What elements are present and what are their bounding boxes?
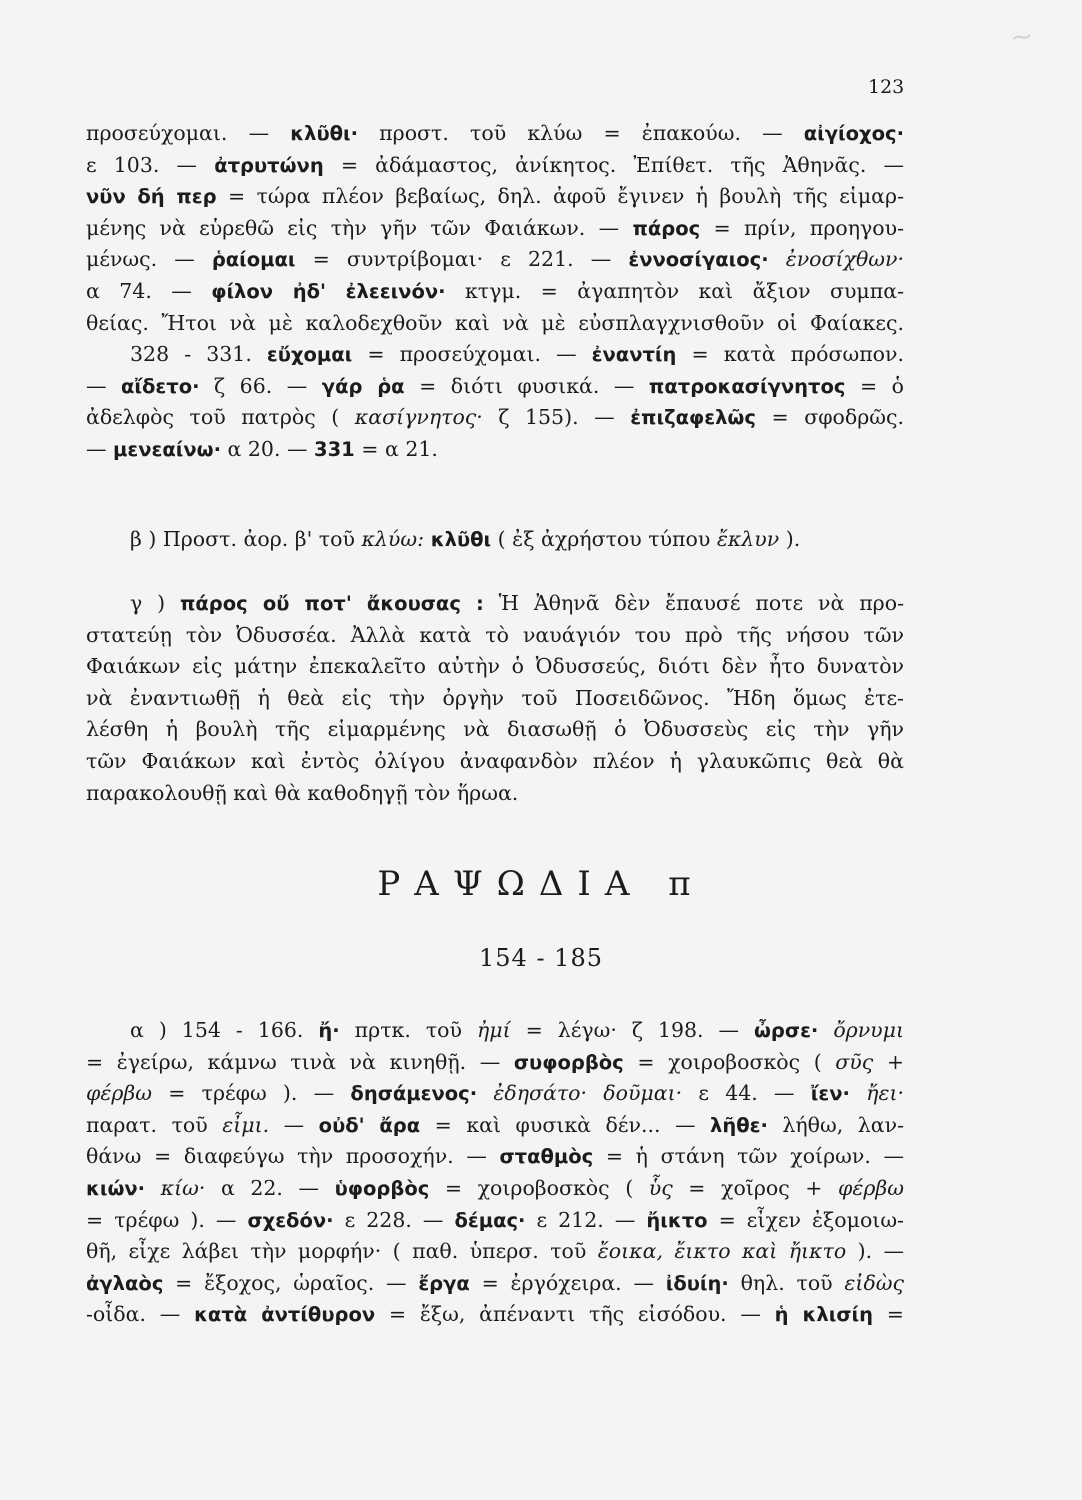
text-line xyxy=(86,588,904,620)
gloss-text: = τρέφω ). — xyxy=(86,1207,248,1232)
lemma: σχεδόν· xyxy=(247,1208,334,1232)
gloss-text: = καὶ φυσικὰ δέν... — xyxy=(420,1112,711,1137)
text-line xyxy=(86,524,904,556)
gloss-text: ). xyxy=(779,527,801,551)
gloss-text: = συντρίβομαι· ε 221. — xyxy=(295,247,629,272)
gloss-text: λέσθη ἡ βουλὴ τῆς εἱμαρμένης νὰ διασωθῇ ὁ Ὀδυσσεὺς εἰς τὴν γῆν xyxy=(86,717,904,742)
gloss-text: = προσεύχομαι. — xyxy=(352,342,592,367)
gloss-text: ( ἐξ ἀχρήστου τύπου xyxy=(491,527,717,551)
text-line xyxy=(86,1015,904,1047)
italic-form: ἔκλυν xyxy=(716,527,780,551)
italic-form: ἤει· xyxy=(849,1081,905,1106)
lemma: ἤικτο xyxy=(646,1208,708,1232)
text-line xyxy=(86,620,904,652)
lemma: πάρος xyxy=(632,216,701,240)
lemma: δέμας· xyxy=(454,1208,526,1232)
gloss-text: θηλ. τοῦ xyxy=(728,1270,845,1295)
lemma: κλῦθι xyxy=(424,528,492,551)
gloss-text: μένως. — xyxy=(86,247,212,272)
text-line xyxy=(86,714,904,746)
lemma: ὦρσε· xyxy=(753,1019,819,1042)
gloss-text: 328 - 331. xyxy=(130,342,267,367)
gloss-text: θάνω = διαφεύγω τὴν προσοχήν. — xyxy=(86,1144,500,1169)
gloss-text: θῆ, εἶχε λάβει τὴν μορφήν· ( παθ. ὑπερσ. τοῦ xyxy=(86,1239,598,1264)
gloss-text: + xyxy=(873,1049,904,1074)
lemma: ἐναντίη xyxy=(591,343,677,367)
italic-form: ἔοικα, ἔικτο καὶ ἤικτο xyxy=(597,1239,847,1264)
text-line xyxy=(86,1110,904,1142)
gloss-text: = α 21. xyxy=(354,436,438,461)
lemma: δησάμενος· xyxy=(350,1082,478,1106)
lemma: ἀτρυτώνη xyxy=(214,153,324,177)
italic-form: ὗς xyxy=(648,1175,673,1200)
gloss-text: Φαιάκων εἰς μάτην ἐπεκαλεῖτο αὐτὴν ὁ Ὀδυσσεύς, διότι δὲν ἦτο δυνατὸν xyxy=(86,654,904,679)
gloss-text: ζ 155). — xyxy=(482,405,631,430)
italic-form: ὄρνυμι xyxy=(818,1018,904,1042)
text-line xyxy=(86,402,904,434)
lemma: νῦν δή περ xyxy=(86,185,217,209)
lemma: συφορβὸς xyxy=(513,1050,624,1074)
gloss-text: τῶν Φαιάκων καὶ ἐντὸς ὀλίγου ἀναφανδὸν πλέον ἡ γλαυκῶπις θεὰ θὰ xyxy=(86,748,904,773)
text-line xyxy=(86,651,904,683)
lemma: ἡ κλισίη xyxy=(774,1303,874,1327)
commentary-block-3 xyxy=(86,588,904,809)
gloss-text: = τρέφω ). — xyxy=(151,1081,351,1106)
rhapsody-heading: ΡΑΨΩΔΙΑ π xyxy=(377,864,705,904)
text-line xyxy=(86,213,904,245)
lemma: οὐδ' ἄρα xyxy=(318,1113,421,1137)
lemma: ἔργα xyxy=(418,1271,470,1295)
gloss-text: ε 228. — xyxy=(333,1207,455,1232)
text-line xyxy=(86,778,904,810)
commentary-block-4 xyxy=(86,1015,904,1331)
text-line xyxy=(86,683,904,715)
gloss-text: = ἀδάμαστος, ἀνίκητος. Ἐπίθετ. τῆς Ἀθηνᾶς. — xyxy=(323,152,904,177)
gloss-text: = ἐγείρω, κάμνω τινὰ νὰ κινηθῇ. — xyxy=(86,1049,514,1074)
gloss-text: = ἡ στάνη τῶν χοίρων. — xyxy=(593,1144,904,1169)
gloss-text: β ) Προστ. ἀορ. β' τοῦ xyxy=(130,527,362,551)
text-line xyxy=(86,1047,904,1079)
text-line xyxy=(86,1205,904,1237)
lemma: πάρος οὔ ποτ' ἄκουσας : xyxy=(179,592,484,615)
gloss-text: = xyxy=(873,1302,904,1327)
text-line xyxy=(86,150,904,182)
text-line xyxy=(86,276,904,308)
lemma: κιών· xyxy=(86,1176,146,1200)
text-line xyxy=(86,1173,904,1205)
lemma: ἐννοσίγαιος· xyxy=(628,248,769,272)
gloss-text: ε 44. — xyxy=(682,1081,811,1106)
lemma: κλῦθι· xyxy=(290,122,359,145)
italic-form: εἰδὼς xyxy=(844,1270,904,1295)
gloss-text: ἀδελφὸς τοῦ πατρὸς ( xyxy=(86,405,355,430)
gloss-text: = χοιροβοσκὸς ( xyxy=(623,1049,836,1074)
pencil-margin-mark: ~ xyxy=(1007,18,1036,55)
gloss-text: = διότι φυσικά. — xyxy=(404,373,649,398)
gloss-text: νὰ ἐναντιωθῇ ἡ θεὰ εἰς τὴν ὀργὴν τοῦ Ποσειδῶνος. Ἤδη ὅμως ἐτε- xyxy=(86,685,904,710)
gloss-text: προστ. τοῦ κλύω = ἐπακούω. — xyxy=(358,121,804,145)
lemma: κατὰ ἀντίθυρον xyxy=(194,1303,376,1327)
gloss-text: = κατὰ πρόσωπον. xyxy=(676,342,905,367)
verse-range: 154 - 185 xyxy=(479,944,603,972)
gloss-text: λήθω, λαν- xyxy=(767,1112,904,1137)
text-line xyxy=(86,434,904,466)
gloss-text: = ἐργόχειρα. — xyxy=(469,1270,666,1295)
lemma: αἴδετο· xyxy=(121,374,200,398)
gloss-text: = πρίν, προηγου- xyxy=(700,215,904,240)
lemma: ἴεν· xyxy=(810,1082,850,1106)
italic-form: ἠμί xyxy=(476,1018,511,1042)
text-line xyxy=(86,1236,904,1268)
gloss-text: — xyxy=(86,436,114,461)
gloss-text: = λέγω· ζ 198. — xyxy=(510,1018,754,1042)
lemma: ἰδυίη· xyxy=(665,1271,729,1295)
gloss-text: γ ) xyxy=(130,591,180,615)
lemma: μενεαίνω· xyxy=(113,437,222,461)
text-line xyxy=(86,371,904,403)
gloss-text: πρτκ. τοῦ xyxy=(339,1018,477,1042)
commentary-block-2 xyxy=(86,524,904,556)
lemma: σταθμὸς xyxy=(499,1145,594,1169)
italic-form: ἐνοσίχθων· xyxy=(768,247,905,272)
lemma: ἐπιζαφελῶς xyxy=(630,406,756,430)
lemma: ὑφορβὸς xyxy=(334,1176,430,1200)
lemma: πατροκασίγνητος xyxy=(648,374,846,398)
italic-form: ἐδησάτο· δοῦμαι· xyxy=(477,1081,683,1106)
italic-form: φέρβω xyxy=(86,1081,152,1106)
gloss-text: α ) 154 - 166. xyxy=(130,1018,319,1042)
lemma: γάρ ῥα xyxy=(321,374,405,398)
gloss-text: = χοιροβοσκὸς ( xyxy=(429,1175,649,1200)
lemma: 331 xyxy=(314,437,355,461)
page-number: 123 xyxy=(868,76,905,98)
gloss-text: α 74. — xyxy=(86,278,212,303)
gloss-text: α 22. — xyxy=(205,1175,335,1200)
text-line xyxy=(86,1078,904,1110)
gloss-text: ε 103. — xyxy=(86,152,215,177)
text-line xyxy=(86,1141,904,1173)
gloss-text: προσεύχομαι. — xyxy=(86,121,291,145)
lemma: φίλον ἠδ' ἐλεεινόν· xyxy=(211,279,446,303)
lemma: ἀγλαὸς xyxy=(86,1271,164,1295)
italic-form: κλύω: xyxy=(361,527,424,551)
gloss-text: Ἡ Ἀθηνᾶ δὲν ἔπαυσέ ποτε νὰ προ- xyxy=(483,591,904,615)
lemma: ἤ· xyxy=(318,1019,340,1042)
italic-form: κασίγνητος· xyxy=(354,405,483,430)
gloss-text: ζ 66. — xyxy=(199,373,322,398)
gloss-text: = εἶχεν ἐξομοιω- xyxy=(707,1207,904,1232)
text-line xyxy=(86,1299,904,1331)
italic-form: φέρβω xyxy=(838,1175,904,1200)
gloss-text: μένης νὰ εὑρεθῶ εἰς τὴν γῆν τῶν Φαιάκων. — xyxy=(86,215,633,240)
gloss-text: στατεύῃ τὸν Ὀδυσσέα. Ἀλλὰ κατὰ τὸ ναυάγιόν του πρὸ τῆς νήσου τῶν xyxy=(86,622,904,647)
gloss-text: κτγμ. = ἀγαπητὸν καὶ ἄξιον συμπα- xyxy=(445,278,904,303)
gloss-text: α 20. — xyxy=(221,436,315,461)
gloss-text: ). — xyxy=(846,1239,905,1264)
text-line xyxy=(86,1268,904,1300)
lemma: λῆθε· xyxy=(710,1113,768,1137)
gloss-text: = σφοδρῶς. xyxy=(755,405,904,430)
gloss-text: παρατ. τοῦ xyxy=(86,1112,223,1137)
text-line xyxy=(86,181,904,213)
gloss-text: ε 212. — xyxy=(525,1207,647,1232)
text-line xyxy=(86,118,904,150)
italic-form: κίω· xyxy=(145,1175,206,1200)
text-line xyxy=(86,339,904,371)
gloss-text: = ἔξοχος, ὡραῖος. — xyxy=(163,1270,419,1295)
gloss-text: θείας. Ἤτοι νὰ μὲ καλοδεχθοῦν καὶ νὰ μὲ εὐσπλαγχνισθοῦν οἱ Φαίακες. xyxy=(86,310,904,335)
gloss-text: = τώρα πλέον βεβαίως, δηλ. ἀφοῦ ἔγινεν ἡ βουλὴ τῆς εἱμαρ- xyxy=(216,184,904,209)
lemma: αἰγίοχος· xyxy=(803,122,904,145)
italic-form: σῦς xyxy=(835,1049,874,1074)
text-line xyxy=(86,308,904,340)
commentary-block-1 xyxy=(86,118,904,466)
text-line xyxy=(86,244,904,276)
gloss-text: — xyxy=(86,373,122,398)
lemma: εὔχομαι xyxy=(266,343,353,367)
gloss-text: = χοῖρος + xyxy=(672,1175,839,1200)
gloss-text: — xyxy=(269,1112,319,1137)
text-line xyxy=(86,746,904,778)
italic-form: εἶμι. xyxy=(222,1112,270,1137)
gloss-text: παρακολουθῇ καὶ θὰ καθοδηγῇ τὸν ἥρωα. xyxy=(86,780,519,805)
lemma: ῥαίομαι xyxy=(211,248,296,272)
gloss-text: = ἔξω, ἀπέναντι τῆς εἰσόδου. — xyxy=(375,1302,775,1327)
gloss-text: -οἶδα. — xyxy=(86,1302,195,1327)
gloss-text: = ὁ xyxy=(845,373,904,398)
